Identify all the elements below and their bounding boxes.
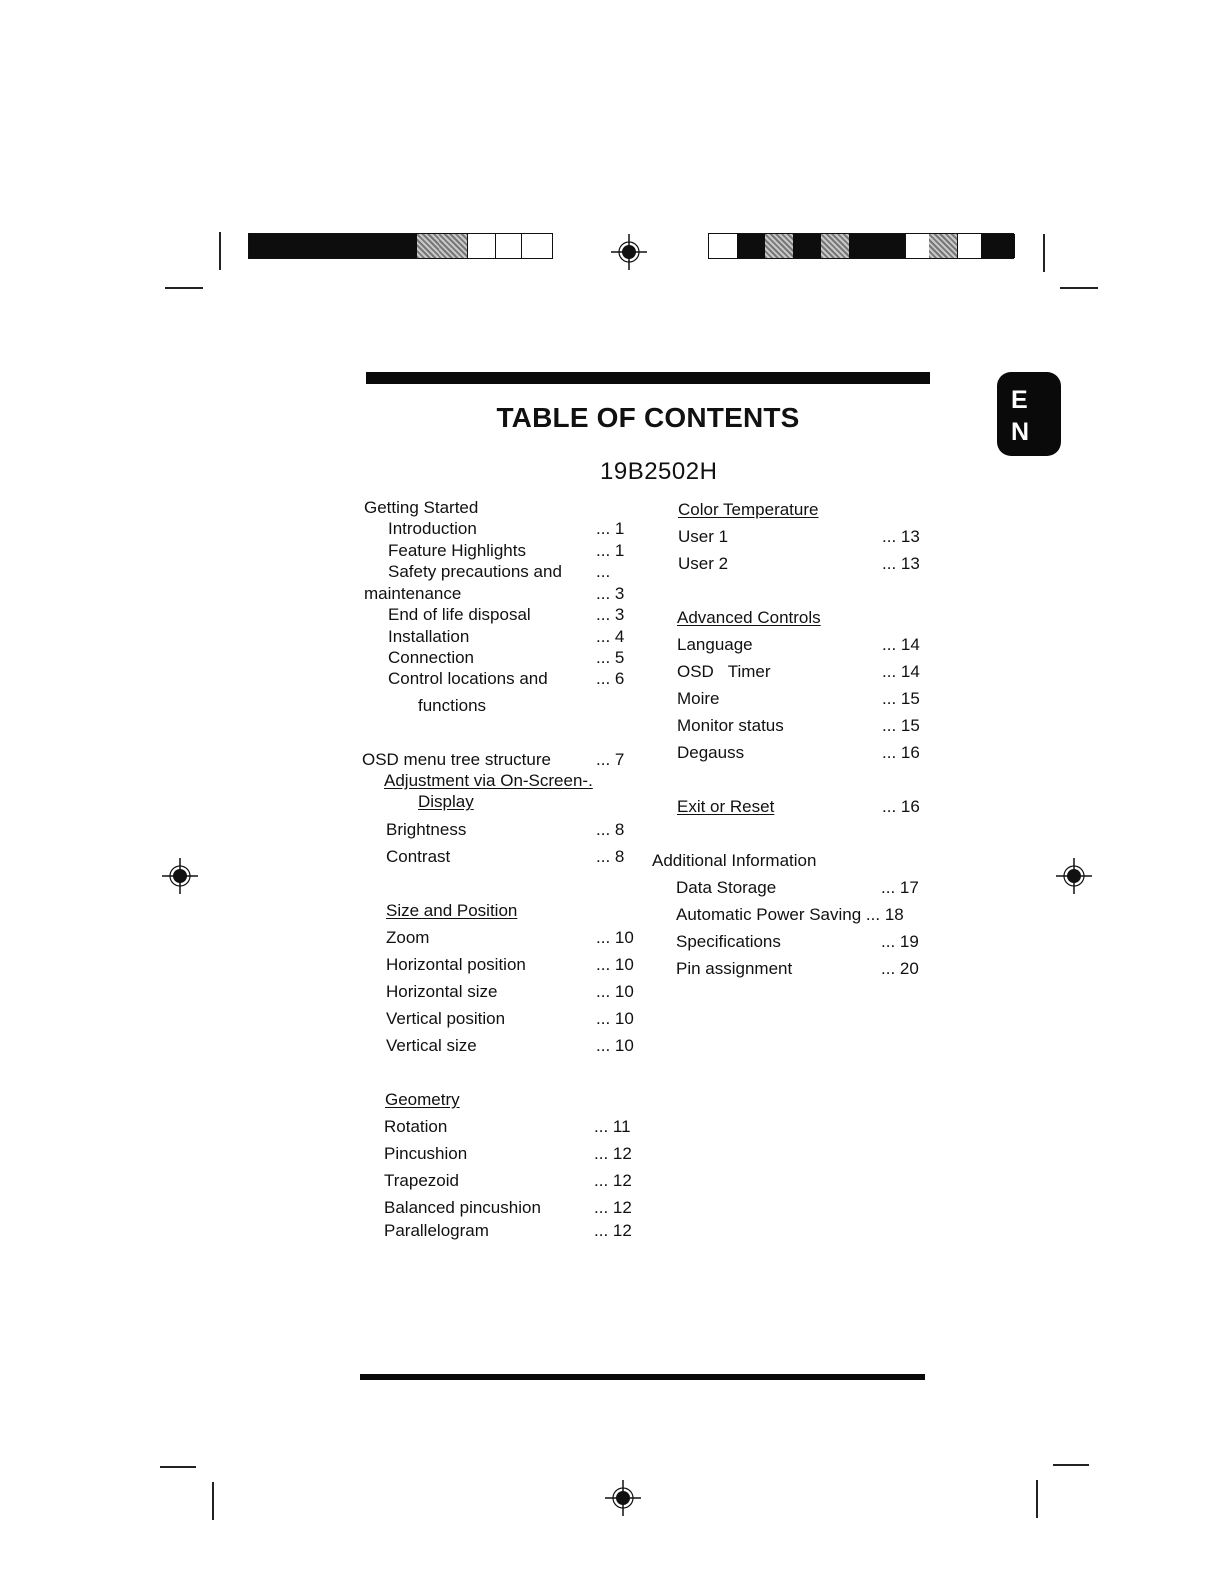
subsection-heading[interactable]: Display bbox=[418, 792, 474, 811]
toc-entry-page: ... 5 bbox=[596, 648, 625, 667]
toc-entry-label[interactable]: Parallelogram bbox=[384, 1221, 489, 1240]
toc-entry-label[interactable]: Installation bbox=[388, 627, 470, 646]
toc-entry-page: ... 3 bbox=[596, 605, 625, 624]
crop-mark-top-left-vertical bbox=[219, 232, 221, 270]
toc-entry-label[interactable]: functions bbox=[418, 696, 487, 715]
toc-entry-page: ... 13 bbox=[882, 554, 920, 573]
toc-entry-page: ... 10 bbox=[596, 928, 634, 947]
toc-entry-page: ... 10 bbox=[596, 982, 634, 1001]
toc-entry-page: ... 10 bbox=[596, 1009, 634, 1028]
toc-entry-label[interactable]: Vertical size bbox=[386, 1036, 477, 1055]
toc-entry-page: ... 14 bbox=[882, 635, 920, 654]
subsection-heading[interactable]: Size and Position bbox=[386, 901, 518, 920]
language-tab-letter: E bbox=[1011, 386, 1028, 414]
toc-entry-page: ... 14 bbox=[882, 662, 920, 681]
toc-entry-page: ... 13 bbox=[882, 527, 920, 546]
toc-entry-page: ... 16 bbox=[882, 743, 920, 762]
registration-crosshair-icon bbox=[611, 234, 647, 270]
subsection-heading[interactable]: Adjustment via On-Screen-. bbox=[384, 771, 593, 790]
section-heading: Additional Information bbox=[652, 851, 817, 870]
toc-entry-page: ... bbox=[596, 562, 611, 581]
toc-entry-page: ... 15 bbox=[882, 689, 920, 708]
crop-mark-bottom-right-vertical bbox=[1036, 1480, 1038, 1518]
toc-entry-label[interactable]: maintenance bbox=[364, 584, 462, 603]
page-title: TABLE OF CONTENTS bbox=[496, 402, 800, 433]
toc-entry-label[interactable]: Trapezoid bbox=[384, 1171, 459, 1190]
toc-entry-page: ... 4 bbox=[596, 627, 625, 646]
toc-entry-label[interactable]: Degauss bbox=[677, 743, 745, 762]
subsection-heading[interactable]: Color Temperature bbox=[678, 500, 819, 519]
toc-entry-label[interactable]: Balanced pincushion bbox=[384, 1198, 541, 1217]
toc-entry-label[interactable]: Feature Highlights bbox=[388, 541, 526, 560]
section-heading: OSD menu tree structure bbox=[362, 750, 551, 769]
toc-entry-page: ... 8 bbox=[596, 847, 625, 866]
toc-entry-page: ... 6 bbox=[596, 669, 625, 688]
toc-entry-label[interactable]: Pin assignment bbox=[676, 959, 793, 978]
toc-entry-page: ... 17 bbox=[881, 878, 919, 897]
toc-entry-label[interactable]: Specifications bbox=[676, 932, 781, 951]
crop-mark-bottom-right-horizontal bbox=[1053, 1464, 1089, 1466]
toc-entry-page: ... 19 bbox=[881, 932, 919, 951]
bottom-rule bbox=[360, 1374, 925, 1380]
language-tab-letter: N bbox=[1011, 418, 1030, 446]
toc-entry-label[interactable]: Pincushion bbox=[384, 1144, 468, 1163]
registration-bar-left bbox=[248, 233, 553, 259]
language-tab bbox=[997, 372, 1061, 456]
toc-entry-label[interactable]: Data Storage bbox=[676, 878, 777, 897]
toc-entry-label[interactable]: Vertical position bbox=[386, 1009, 506, 1028]
toc-entry-page: ... 20 bbox=[881, 959, 919, 978]
toc-entry-page: ... 7 bbox=[596, 750, 625, 769]
crop-mark-bottom-left-vertical bbox=[212, 1482, 214, 1520]
toc-entry-page: ... 10 bbox=[596, 955, 634, 974]
toc-entry-page: ... 12 bbox=[594, 1144, 632, 1163]
toc-entry-page: ... 12 bbox=[594, 1221, 632, 1240]
toc-entry-label[interactable]: Safety precautions and bbox=[388, 562, 562, 581]
registration-crosshair-icon bbox=[605, 1480, 641, 1516]
toc-entry-page: ... 11 bbox=[594, 1117, 631, 1136]
toc-entry-label[interactable]: Language bbox=[677, 635, 753, 654]
top-rule bbox=[366, 372, 930, 384]
toc-entry-label[interactable]: User 2 bbox=[678, 554, 729, 573]
toc-entry-label[interactable]: Introduction bbox=[388, 519, 477, 538]
toc-entry-label[interactable]: Horizontal position bbox=[386, 955, 526, 974]
toc-entry-page: ... 1 bbox=[596, 519, 625, 538]
registration-crosshair-icon bbox=[162, 858, 198, 894]
toc-entry-label[interactable]: OSD Timer bbox=[677, 662, 771, 681]
section-heading: Getting Started bbox=[364, 498, 479, 517]
toc-entry-label[interactable]: Monitor status bbox=[677, 716, 784, 735]
toc-entry-label[interactable]: Zoom bbox=[386, 928, 430, 947]
registration-bar-right bbox=[708, 233, 1014, 259]
subsection-heading[interactable]: Advanced Controls bbox=[677, 608, 821, 627]
toc-entry-label[interactable]: Rotation bbox=[384, 1117, 448, 1136]
model-number: 19B2502H bbox=[600, 458, 718, 485]
toc-entry-label[interactable]: Contrast bbox=[386, 847, 451, 866]
toc-entry-label[interactable]: Connection bbox=[388, 648, 475, 667]
subsection-heading[interactable]: Exit or Reset bbox=[677, 797, 775, 816]
toc-entry-label[interactable]: Horizontal size bbox=[386, 982, 498, 1001]
toc-entry-page: ... 16 bbox=[882, 797, 920, 816]
crop-mark-top-left-horizontal bbox=[165, 287, 203, 289]
toc-entry-page: ... 15 bbox=[882, 716, 920, 735]
toc-entry-page: ... 10 bbox=[596, 1036, 634, 1055]
subsection-heading[interactable]: Geometry bbox=[385, 1090, 460, 1109]
toc-entry-label[interactable]: User 1 bbox=[678, 527, 729, 546]
toc-entry-page: ... 1 bbox=[596, 541, 625, 560]
toc-entry-label[interactable]: End of life disposal bbox=[388, 605, 531, 624]
registration-crosshair-icon bbox=[1056, 858, 1092, 894]
toc-entry-page: ... 12 bbox=[594, 1198, 632, 1217]
toc-entry-page: ... 3 bbox=[596, 584, 625, 603]
toc-entry-label[interactable]: Brightness bbox=[386, 820, 467, 839]
crop-mark-bottom-left-horizontal bbox=[160, 1466, 196, 1468]
crop-mark-top-right-horizontal bbox=[1060, 287, 1098, 289]
toc-entry-label[interactable]: Automatic Power Saving ... 18 bbox=[676, 905, 904, 924]
toc-entry-label[interactable]: Moire bbox=[677, 689, 720, 708]
toc-entry-label[interactable]: Control locations and bbox=[388, 669, 548, 688]
toc-entry-page: ... 12 bbox=[594, 1171, 632, 1190]
crop-mark-top-right-vertical bbox=[1043, 234, 1045, 272]
toc-entry-page: ... 8 bbox=[596, 820, 625, 839]
